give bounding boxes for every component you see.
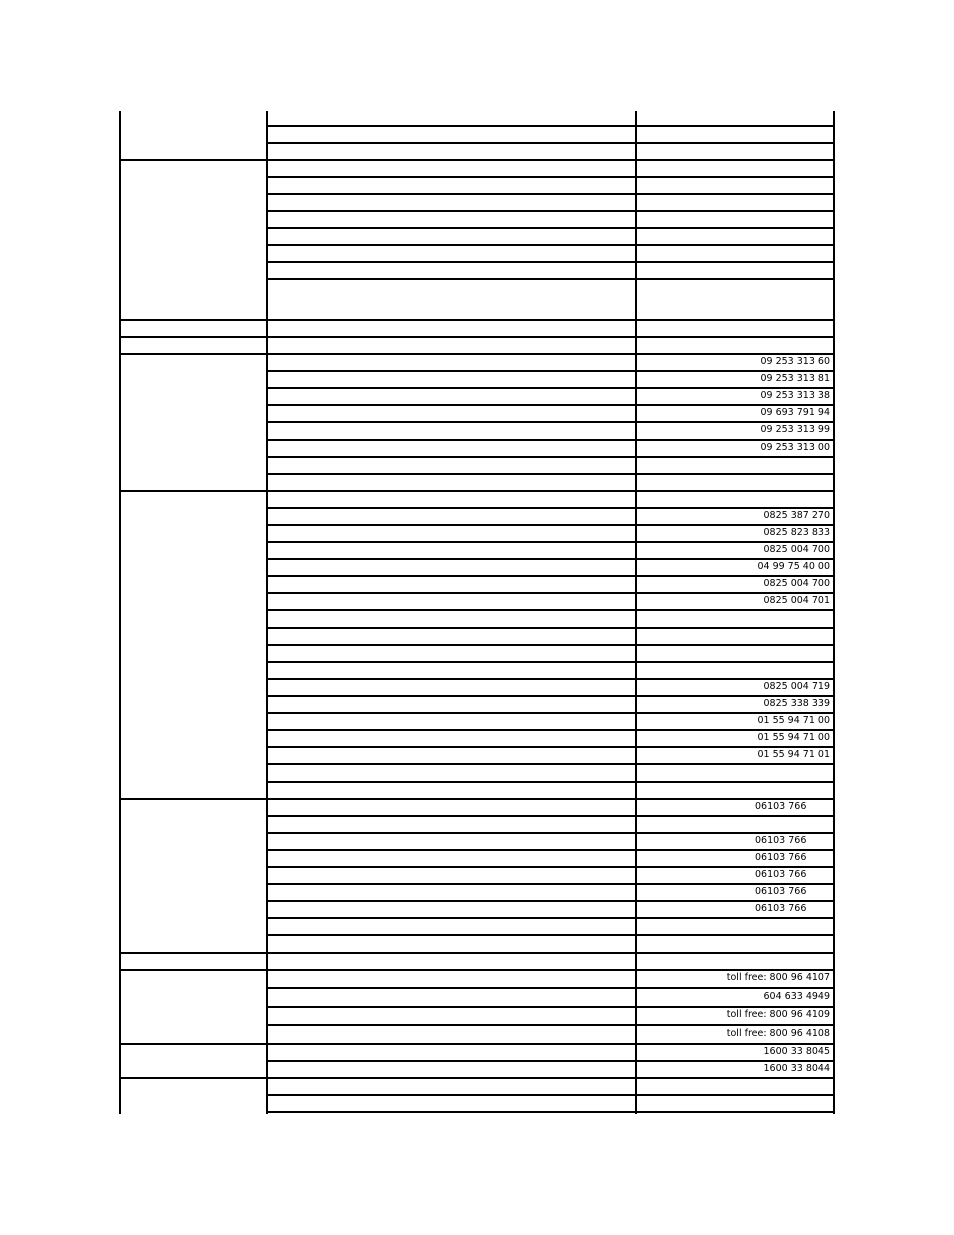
phone-number: 06103 766 bbox=[755, 869, 807, 880]
row-border bbox=[266, 193, 835, 195]
row-border bbox=[266, 952, 835, 954]
group-border bbox=[119, 159, 266, 161]
row-border bbox=[266, 866, 835, 868]
row-border bbox=[266, 917, 835, 919]
row-border bbox=[266, 883, 835, 885]
row-border bbox=[266, 969, 835, 971]
row-border bbox=[266, 798, 835, 800]
group-border bbox=[119, 952, 266, 954]
row-border bbox=[266, 1094, 835, 1096]
row-border bbox=[266, 421, 835, 423]
row-border bbox=[266, 210, 835, 212]
row-border bbox=[266, 524, 835, 526]
row-border bbox=[266, 627, 835, 629]
group-border bbox=[119, 353, 266, 355]
row-border bbox=[266, 781, 835, 783]
row-border bbox=[266, 832, 835, 834]
row-border bbox=[266, 159, 835, 161]
phone-number: 09 253 313 99 bbox=[760, 424, 830, 435]
row-border bbox=[266, 176, 835, 178]
row-border bbox=[266, 644, 835, 646]
row-border bbox=[266, 1006, 835, 1008]
row-border bbox=[266, 125, 835, 127]
row-border bbox=[266, 404, 835, 406]
phone-number: 1600 33 8044 bbox=[763, 1063, 830, 1074]
group-border bbox=[119, 319, 266, 321]
row-border bbox=[266, 1111, 835, 1113]
row-border bbox=[266, 456, 835, 458]
row-border bbox=[266, 336, 835, 338]
group-border bbox=[119, 490, 266, 492]
row-border bbox=[266, 387, 835, 389]
row-border bbox=[266, 507, 835, 509]
phone-number: 09 693 791 94 bbox=[760, 407, 830, 418]
group-border bbox=[119, 969, 266, 971]
phone-number: 604 633 4949 bbox=[763, 991, 830, 1002]
row-border bbox=[266, 729, 835, 731]
phone-number: 09 253 313 00 bbox=[760, 442, 830, 453]
group-border bbox=[119, 798, 266, 800]
group-border bbox=[119, 1043, 266, 1045]
phone-number: 01 55 94 71 00 bbox=[757, 715, 830, 726]
phone-number: 0825 823 833 bbox=[763, 527, 830, 538]
row-border bbox=[266, 1024, 835, 1026]
column-border-left bbox=[119, 111, 121, 1114]
row-border bbox=[266, 370, 835, 372]
phone-number: 0825 387 270 bbox=[763, 510, 830, 521]
phone-number: 06103 766 bbox=[755, 835, 807, 846]
phone-number: 06103 766 bbox=[755, 801, 807, 812]
row-border bbox=[266, 609, 835, 611]
phone-number: 09 253 313 60 bbox=[760, 356, 830, 367]
phone-number: 0825 338 339 bbox=[763, 698, 830, 709]
row-border bbox=[266, 575, 835, 577]
row-border bbox=[266, 142, 835, 144]
phone-number: 04 99 75 40 00 bbox=[757, 561, 830, 572]
row-border bbox=[266, 934, 835, 936]
row-border bbox=[266, 678, 835, 680]
phone-number: 0825 004 701 bbox=[763, 595, 830, 606]
row-border bbox=[266, 712, 835, 714]
row-border bbox=[266, 900, 835, 902]
row-border bbox=[266, 439, 835, 441]
phone-number: 01 55 94 71 00 bbox=[757, 732, 830, 743]
row-border bbox=[266, 695, 835, 697]
phone-number: 09 253 313 38 bbox=[760, 390, 830, 401]
row-border bbox=[266, 490, 835, 492]
phone-number: 06103 766 bbox=[755, 886, 807, 897]
row-border bbox=[266, 763, 835, 765]
phone-number: 0825 004 719 bbox=[763, 681, 830, 692]
phone-number: 0825 004 700 bbox=[763, 578, 830, 589]
group-border bbox=[119, 336, 266, 338]
row-border bbox=[266, 1043, 835, 1045]
row-border bbox=[266, 261, 835, 263]
row-border bbox=[266, 541, 835, 543]
row-border bbox=[266, 278, 835, 280]
row-border bbox=[266, 746, 835, 748]
row-border bbox=[266, 661, 835, 663]
row-border bbox=[266, 473, 835, 475]
group-border bbox=[119, 1077, 266, 1079]
row-border bbox=[266, 987, 835, 989]
row-border bbox=[266, 849, 835, 851]
row-border bbox=[266, 319, 835, 321]
row-border bbox=[266, 592, 835, 594]
row-border bbox=[266, 244, 835, 246]
phone-number: 1600 33 8045 bbox=[763, 1046, 830, 1057]
phone-number: 09 253 313 81 bbox=[760, 373, 830, 384]
phone-number: 01 55 94 71 01 bbox=[757, 749, 830, 760]
phone-number: toll free: 800 96 4107 bbox=[726, 972, 830, 983]
phone-number: toll free: 800 96 4108 bbox=[726, 1028, 830, 1039]
row-border bbox=[266, 815, 835, 817]
phone-number: 06103 766 bbox=[755, 903, 807, 914]
phone-number: 0825 004 700 bbox=[763, 544, 830, 555]
phone-number: toll free: 800 96 4109 bbox=[726, 1009, 830, 1020]
row-border bbox=[266, 227, 835, 229]
row-border bbox=[266, 558, 835, 560]
row-border bbox=[266, 1077, 835, 1079]
phone-number: 06103 766 bbox=[755, 852, 807, 863]
row-border bbox=[266, 353, 835, 355]
row-border bbox=[266, 1060, 835, 1062]
